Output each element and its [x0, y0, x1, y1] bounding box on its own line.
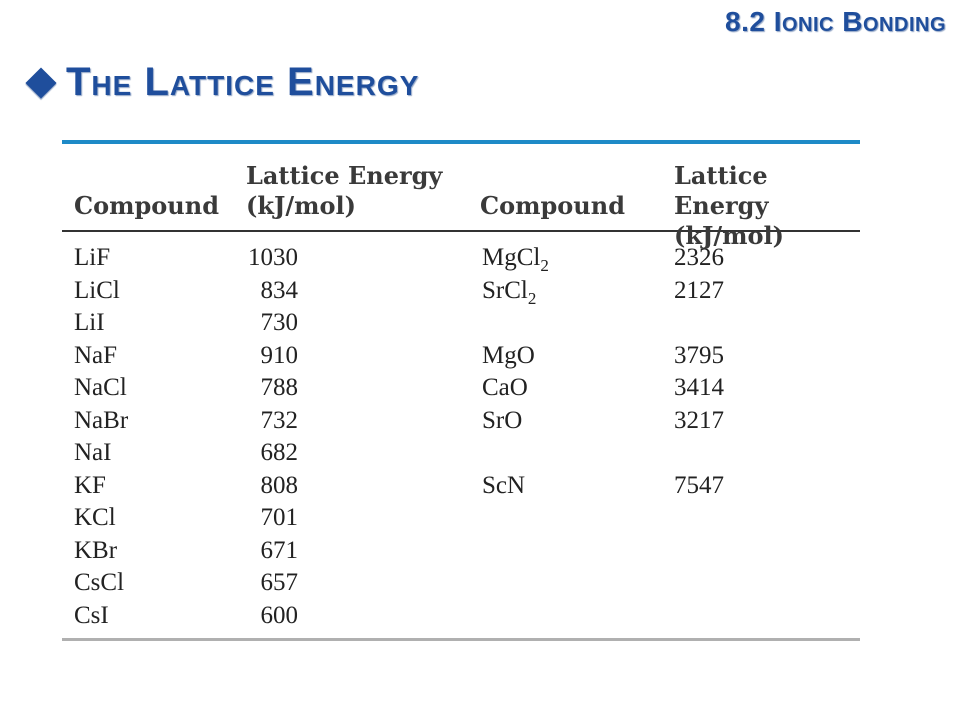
compound-formula: MgCl [482, 244, 541, 271]
table-body [62, 232, 860, 638]
compound-cell: KBr [74, 536, 118, 564]
compound-cell [482, 242, 632, 275]
energy-cell: 682 [260, 439, 298, 466]
compound-formula: SrO [482, 406, 523, 434]
header-energy-label: Lattice Energy [246, 161, 443, 190]
compound-cell: CsI [74, 601, 109, 629]
energy-cell: 701 [260, 504, 298, 531]
compound-cell: KCl [74, 504, 116, 531]
energy-cell [674, 437, 754, 470]
compound-cell [482, 372, 632, 405]
energy-cell: 732 [260, 406, 298, 434]
compound-cell: NaCl [74, 374, 127, 401]
table-bottom-rule [62, 638, 860, 641]
energy-cell: 2326 [674, 244, 724, 271]
energy-cell: 3795 [674, 341, 724, 369]
column-energy-right [674, 242, 754, 502]
compound-formula: ScN [482, 471, 526, 499]
compound-cell: LiCl [74, 276, 120, 304]
compound-cell: NaF [74, 341, 118, 369]
compound-cell [482, 340, 632, 373]
energy-cell: 910 [260, 341, 298, 369]
energy-cell: 1030 [248, 244, 298, 271]
compound-cell: NaBr [74, 406, 129, 434]
header-compound-right: Compound [480, 191, 625, 220]
header-compound-left: Compound [74, 191, 219, 220]
header-energy-unit: (kJ/mol) [246, 191, 356, 220]
energy-cell: 7547 [674, 471, 724, 499]
compound-cell [482, 275, 632, 308]
energy-cell: 3217 [674, 406, 724, 434]
energy-cell: 788 [260, 374, 298, 401]
compound-formula: SrCl [482, 276, 528, 304]
compound-cell: NaI [74, 439, 112, 466]
compound-cell [482, 437, 632, 470]
energy-cell: 834 [260, 276, 298, 304]
energy-cell: 808 [260, 471, 298, 499]
header-energy-label: Lattice Energy [674, 161, 769, 220]
header-energy-unit: (kJ/mol) [674, 221, 784, 250]
header-energy-left [246, 161, 442, 221]
energy-cell: 671 [260, 536, 298, 564]
diamond-bullet-icon [25, 67, 56, 98]
energy-cell: 2127 [674, 276, 724, 304]
compound-cell: CsCl [74, 569, 125, 596]
column-compound-left [74, 242, 224, 632]
energy-cell: 3414 [674, 374, 724, 401]
energy-cell: 657 [260, 569, 298, 596]
energy-cell: 730 [260, 309, 298, 336]
compound-cell: LiF [74, 244, 111, 271]
energy-cell: 600 [260, 601, 298, 629]
formula-subscript: 2 [527, 288, 537, 308]
slide-title: The Lattice Energy [66, 60, 420, 104]
slide-heading [22, 60, 419, 105]
compound-formula: MgO [482, 341, 535, 369]
column-energy-left [242, 242, 298, 632]
compound-formula: CaO [482, 374, 528, 401]
column-compound-right [482, 242, 632, 502]
table-header [62, 144, 860, 250]
section-title: 8.2 Ionic Bonding [725, 6, 946, 37]
compound-cell: KF [74, 471, 106, 499]
compound-cell [482, 405, 632, 438]
energy-cell [674, 307, 754, 340]
compound-cell: LiI [74, 309, 105, 336]
lattice-energy-table [62, 140, 860, 641]
compound-cell [482, 307, 632, 340]
compound-cell [482, 470, 632, 503]
formula-subscript: 2 [540, 256, 549, 275]
